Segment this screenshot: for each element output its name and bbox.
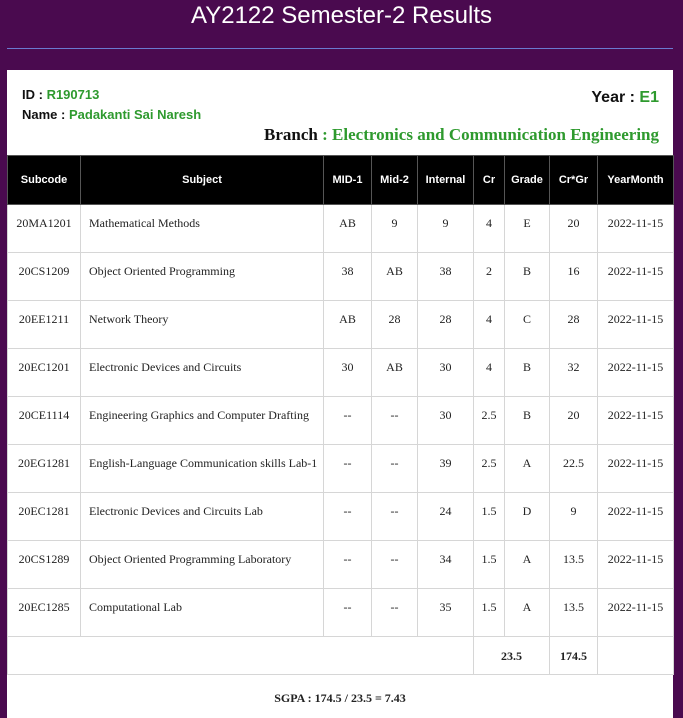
cell-grade: A: [505, 541, 550, 589]
cell-internal: 9: [418, 205, 474, 253]
sgpa-summary: SGPA : 174.5 / 23.5 = 7.43: [274, 691, 406, 705]
cell-subcode: 20CS1209: [8, 253, 81, 301]
cell-crgr: 16: [550, 253, 598, 301]
cell-internal: 28: [418, 301, 474, 349]
results-card: [7, 70, 673, 718]
totals-row: [8, 637, 674, 675]
cell-crgr: 28: [550, 301, 598, 349]
cell-credits: 2.5: [474, 445, 505, 493]
cell-credits: 4: [474, 301, 505, 349]
table-row: [8, 493, 674, 541]
cell-mid2: 28: [372, 301, 418, 349]
cell-crgr: 32: [550, 349, 598, 397]
table-row: [8, 349, 674, 397]
title-divider: [7, 48, 673, 49]
cell-yearmonth: 2022-11-15: [598, 205, 674, 253]
cell-yearmonth: 2022-11-15: [598, 253, 674, 301]
cell-credits: 1.5: [474, 541, 505, 589]
cell-internal: 38: [418, 253, 474, 301]
student-id: ID : R190713: [22, 87, 100, 102]
cell-subject: Computational Lab: [81, 589, 324, 637]
cell-mid1: AB: [324, 205, 372, 253]
cell-subject: Object Oriented Programming: [81, 253, 324, 301]
cell-yearmonth: 2022-11-15: [598, 349, 674, 397]
student-name: Name : Padakanti Sai Naresh: [22, 107, 202, 122]
cell-subcode: 20CE1114: [8, 397, 81, 445]
header-yearmonth: YearMonth: [598, 156, 674, 205]
cell-subcode: 20EC1201: [8, 349, 81, 397]
cell-grade: E: [505, 205, 550, 253]
cell-crgr: 13.5: [550, 541, 598, 589]
cell-subject: Electronic Devices and Circuits: [81, 349, 324, 397]
cell-subject: Electronic Devices and Circuits Lab: [81, 493, 324, 541]
header-credits: Cr: [474, 156, 505, 205]
cell-mid2: --: [372, 589, 418, 637]
header-mid2: Mid-2: [372, 156, 418, 205]
cell-mid2: --: [372, 445, 418, 493]
student-name-label: Name: [22, 107, 58, 122]
cell-yearmonth: 2022-11-15: [598, 397, 674, 445]
cell-yearmonth: 2022-11-15: [598, 445, 674, 493]
total-crgr: 174.5: [550, 637, 598, 675]
cell-mid1: --: [324, 445, 372, 493]
student-id-value: R190713: [46, 87, 100, 102]
cell-yearmonth: 2022-11-15: [598, 301, 674, 349]
cell-subject: Network Theory: [81, 301, 324, 349]
cell-yearmonth: 2022-11-15: [598, 589, 674, 637]
cell-mid2: --: [372, 397, 418, 445]
cell-mid1: AB: [324, 301, 372, 349]
cell-subcode: 20EC1281: [8, 493, 81, 541]
table-header-row: [8, 156, 674, 205]
cell-credits: 2.5: [474, 397, 505, 445]
table-body: [8, 205, 674, 637]
cell-crgr: 20: [550, 397, 598, 445]
header-subcode: Subcode: [8, 156, 81, 205]
cell-mid1: --: [324, 589, 372, 637]
cell-mid2: AB: [372, 253, 418, 301]
cell-credits: 1.5: [474, 589, 505, 637]
cell-internal: 35: [418, 589, 474, 637]
header-grade: Grade: [505, 156, 550, 205]
cell-subcode: 20EC1285: [8, 589, 81, 637]
student-branch-value: : Electronics and Communication Engineering: [322, 125, 659, 144]
cell-grade: C: [505, 301, 550, 349]
cell-subcode: 20CS1289: [8, 541, 81, 589]
totals-spacer-end: [598, 637, 674, 675]
cell-mid1: --: [324, 397, 372, 445]
cell-mid2: --: [372, 541, 418, 589]
cell-internal: 30: [418, 397, 474, 445]
table-row: [8, 253, 674, 301]
total-credits: 23.5: [474, 637, 550, 675]
student-id-label: ID: [22, 87, 35, 102]
cell-internal: 34: [418, 541, 474, 589]
cell-subject: Object Oriented Programming Laboratory: [81, 541, 324, 589]
table-row: [8, 301, 674, 349]
cell-grade: A: [505, 445, 550, 493]
results-table: [7, 155, 674, 675]
table-row: [8, 445, 674, 493]
table-row: [8, 541, 674, 589]
header-subject: Subject: [81, 156, 324, 205]
student-year-label: Year: [591, 89, 626, 106]
cell-crgr: 20: [550, 205, 598, 253]
cell-mid1: 38: [324, 253, 372, 301]
cell-credits: 4: [474, 349, 505, 397]
cell-internal: 39: [418, 445, 474, 493]
cell-subcode: 20EE1211: [8, 301, 81, 349]
cell-mid2: AB: [372, 349, 418, 397]
student-year: Year : E1: [591, 89, 659, 106]
student-name-value: Padakanti Sai Naresh: [68, 107, 202, 122]
cell-mid2: 9: [372, 205, 418, 253]
cell-crgr: 13.5: [550, 589, 598, 637]
table-row: [8, 589, 674, 637]
student-year-value: E1: [639, 89, 659, 106]
cell-subject: English-Language Communication skills Lab-1: [81, 445, 324, 493]
cell-yearmonth: 2022-11-15: [598, 493, 674, 541]
table-row: [8, 397, 674, 445]
cell-grade: A: [505, 589, 550, 637]
cell-grade: B: [505, 253, 550, 301]
page-title: AY2122 Semester-2 Results: [190, 2, 493, 29]
totals-spacer: [8, 637, 474, 675]
student-branch-label: Branch: [264, 125, 318, 144]
cell-subject: Mathematical Methods: [81, 205, 324, 253]
cell-grade: B: [505, 397, 550, 445]
cell-mid1: --: [324, 493, 372, 541]
cell-subcode: 20EG1281: [8, 445, 81, 493]
cell-mid1: 30: [324, 349, 372, 397]
cell-crgr: 9: [550, 493, 598, 541]
cell-grade: D: [505, 493, 550, 541]
cell-internal: 24: [418, 493, 474, 541]
cell-credits: 4: [474, 205, 505, 253]
student-branch: [264, 125, 659, 145]
cell-subject: Engineering Graphics and Computer Drafting: [81, 397, 324, 445]
table-row: [8, 205, 674, 253]
cell-subcode: 20MA1201: [8, 205, 81, 253]
cell-crgr: 22.5: [550, 445, 598, 493]
header-crgr: Cr*Gr: [550, 156, 598, 205]
cell-mid2: --: [372, 493, 418, 541]
cell-yearmonth: 2022-11-15: [598, 541, 674, 589]
cell-mid1: --: [324, 541, 372, 589]
cell-credits: 2: [474, 253, 505, 301]
header-internal: Internal: [418, 156, 474, 205]
cell-internal: 30: [418, 349, 474, 397]
cell-credits: 1.5: [474, 493, 505, 541]
header-mid1: MID-1: [324, 156, 372, 205]
cell-grade: B: [505, 349, 550, 397]
